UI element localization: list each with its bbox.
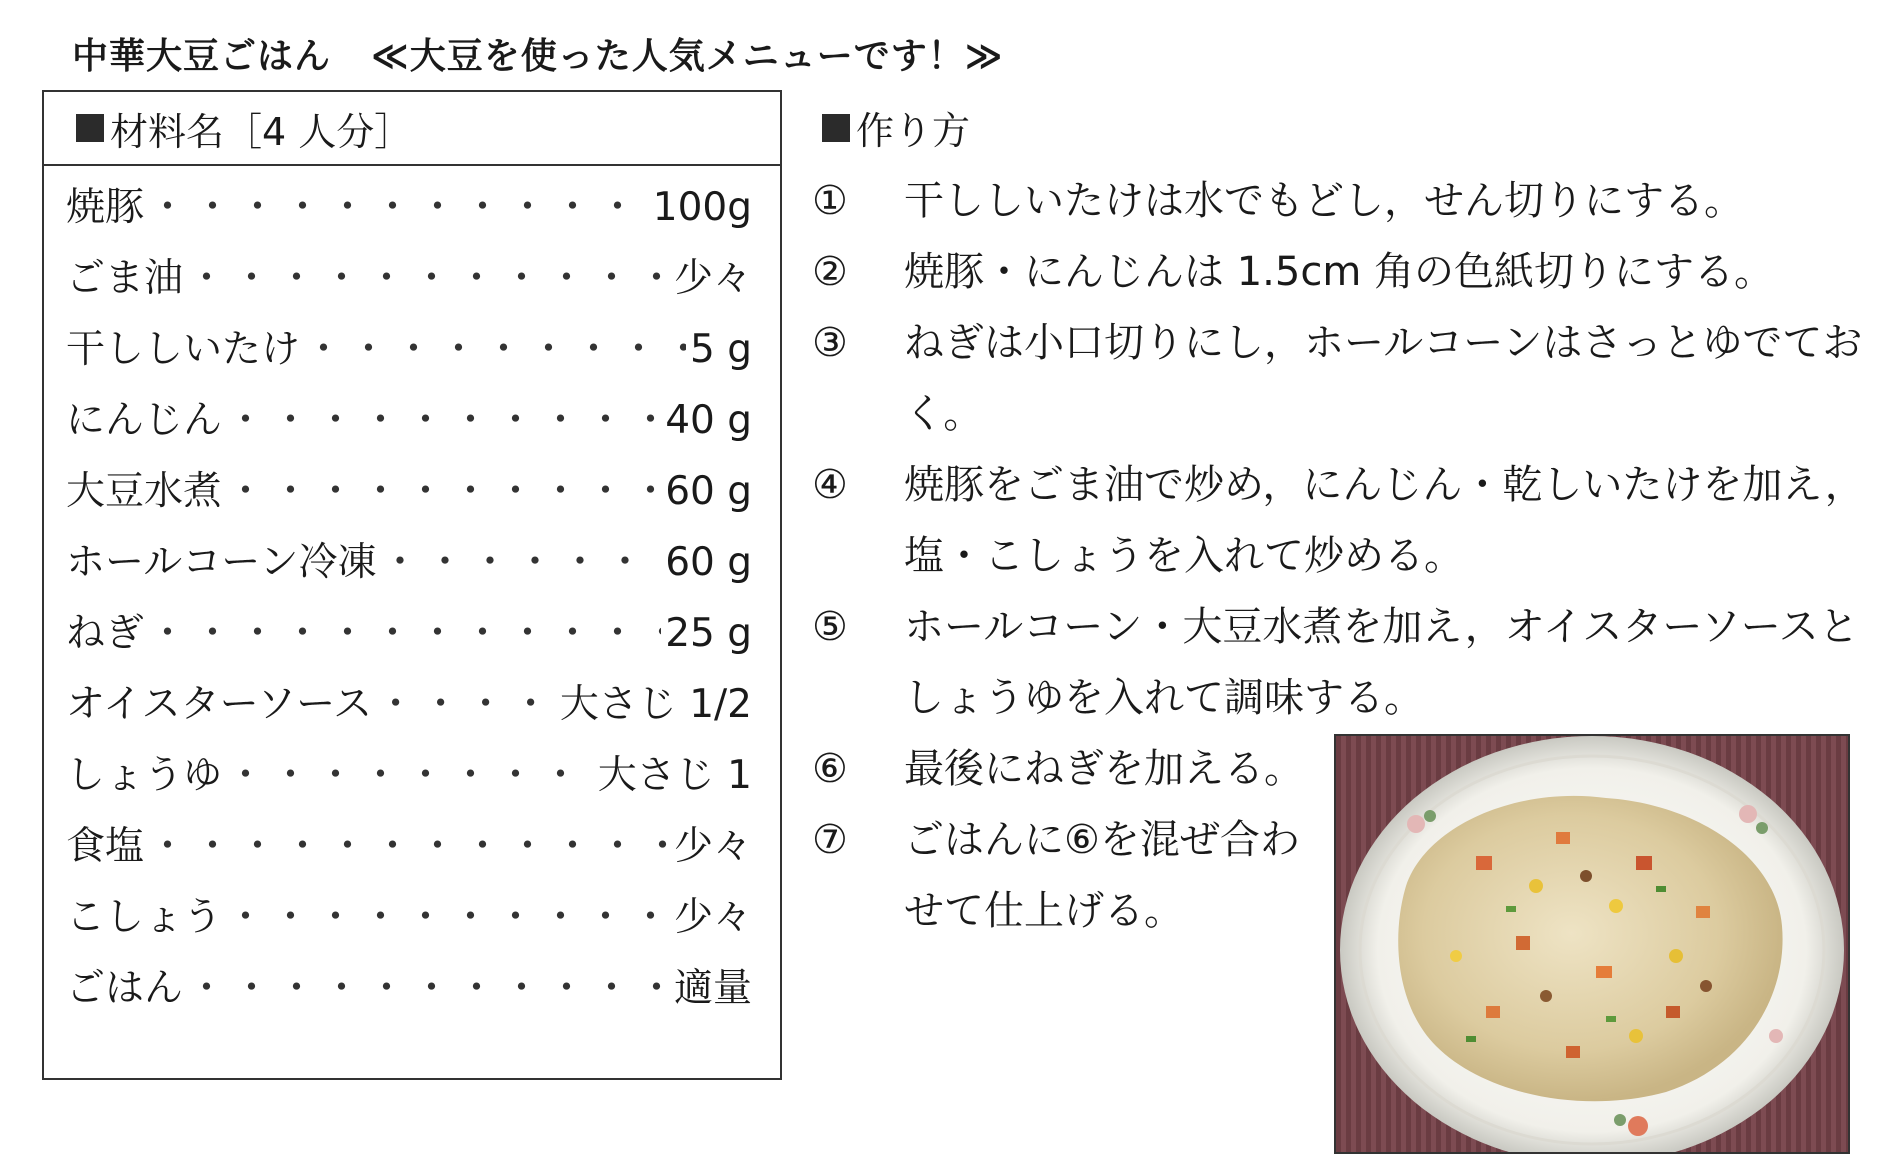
leader-dots bbox=[187, 957, 670, 1013]
ingredient-name: 干ししいたけ bbox=[66, 327, 301, 372]
ingredient-row bbox=[66, 673, 752, 744]
ingredient-row bbox=[66, 389, 752, 460]
leader-dots bbox=[187, 247, 670, 303]
method-step bbox=[812, 450, 1872, 592]
leader-dots bbox=[380, 531, 661, 587]
step-number: ⑦ bbox=[812, 817, 848, 863]
method-step bbox=[812, 166, 1872, 237]
ingredient-qty: 少々 bbox=[673, 256, 752, 301]
method-header bbox=[822, 100, 970, 155]
ingredient-row bbox=[66, 815, 752, 886]
dish-photo bbox=[1334, 734, 1850, 1154]
recipe-title bbox=[72, 28, 1003, 79]
dish-name: 中華大豆ごはん bbox=[72, 36, 332, 77]
ingredient-name: オイスターソース bbox=[66, 682, 373, 727]
square-bullet-icon bbox=[76, 114, 104, 142]
ingredient-row bbox=[66, 460, 752, 531]
ingredient-qty: 少々 bbox=[673, 895, 752, 940]
step-text: ホールコーン・大豆水煮を加え，オイスターソースとしょうゆを入れて調味する。 bbox=[904, 604, 1859, 721]
ingredient-qty: 大さじ 1 bbox=[597, 753, 752, 798]
ingredient-qty: 5 g bbox=[690, 327, 752, 372]
step-number: ② bbox=[812, 249, 848, 295]
step-number: ③ bbox=[812, 320, 848, 366]
method-step bbox=[812, 237, 1872, 308]
ingredients-header bbox=[44, 92, 780, 166]
ingredient-name: 食塩 bbox=[66, 824, 145, 869]
ingredient-list bbox=[44, 166, 780, 1028]
leader-dots bbox=[226, 389, 661, 445]
ingredient-qty: 大さじ 1/2 bbox=[559, 682, 752, 727]
ingredient-row bbox=[66, 957, 752, 1028]
ingredient-qty: 25 g bbox=[665, 611, 752, 656]
ingredient-qty: 少々 bbox=[673, 824, 752, 869]
leader-dots bbox=[376, 673, 556, 729]
leader-dots bbox=[148, 602, 661, 658]
step-number: ⑤ bbox=[812, 604, 848, 650]
ingredient-name: ホールコーン冷凍 bbox=[66, 540, 377, 585]
ingredient-qty: 60 g bbox=[665, 540, 752, 585]
step-number: ⑥ bbox=[812, 746, 848, 792]
leader-dots bbox=[304, 318, 686, 374]
leader-dots bbox=[226, 886, 670, 942]
ingredient-name: しょうゆ bbox=[66, 753, 223, 798]
step-number: ① bbox=[812, 178, 848, 224]
ingredient-qty: 適量 bbox=[673, 966, 752, 1011]
leader-dots bbox=[148, 176, 649, 232]
method-step bbox=[812, 308, 1872, 450]
ingredient-name: にんじん bbox=[66, 398, 223, 443]
step-text: 焼豚をごま油で炒め，にんじん・乾しいたけを加え，塩・こしょうを入れて炒める。 bbox=[904, 462, 1865, 579]
ingredient-name: こしょう bbox=[66, 895, 223, 940]
step-text: 焼豚・にんじんは 1.5cm 角の色紙切りにする。 bbox=[904, 249, 1774, 295]
step-text: 干ししいたけは水でもどし，せん切りにする。 bbox=[904, 178, 1744, 224]
dish-photo-illustration bbox=[1336, 736, 1848, 1152]
step-text: ねぎは小口切りにし，ホールコーンはさっとゆでておく。 bbox=[904, 320, 1863, 437]
method-step bbox=[812, 592, 1872, 734]
leader-dots bbox=[226, 460, 661, 516]
ingredient-row bbox=[66, 176, 752, 247]
leader-dots bbox=[226, 744, 594, 800]
leader-dots bbox=[148, 815, 670, 871]
ingredient-qty: 60 g bbox=[665, 469, 752, 514]
step-text: 最後にねぎを加える。 bbox=[904, 746, 1304, 792]
square-bullet-icon bbox=[822, 114, 850, 142]
ingredient-row bbox=[66, 247, 752, 318]
ingredient-name: ごはん bbox=[66, 966, 184, 1011]
ingredient-row bbox=[66, 744, 752, 815]
ingredient-qty: 100g bbox=[652, 185, 752, 230]
ingredient-row bbox=[66, 318, 752, 389]
method-header-label: 作り方 bbox=[856, 109, 971, 153]
fried-rice bbox=[1398, 796, 1782, 1101]
step-text: ごはんに⑥を混ぜ合わせて仕上げる。 bbox=[904, 817, 1300, 934]
ingredients-box bbox=[42, 90, 782, 1080]
ingredient-name: 大豆水煮 bbox=[66, 469, 223, 514]
ingredient-name: ごま油 bbox=[66, 256, 184, 301]
ingredient-row bbox=[66, 531, 752, 602]
ingredient-row bbox=[66, 602, 752, 673]
ingredient-qty: 40 g bbox=[665, 398, 752, 443]
step-number: ④ bbox=[812, 462, 848, 508]
ingredient-name: ねぎ bbox=[66, 611, 145, 656]
ingredient-name: 焼豚 bbox=[66, 185, 145, 230]
title-tagline: ≪大豆を使った人気メニューです！≫ bbox=[371, 36, 1004, 77]
ingredients-header-label: 材料名［4 人分］ bbox=[110, 109, 413, 154]
ingredient-row bbox=[66, 886, 752, 957]
